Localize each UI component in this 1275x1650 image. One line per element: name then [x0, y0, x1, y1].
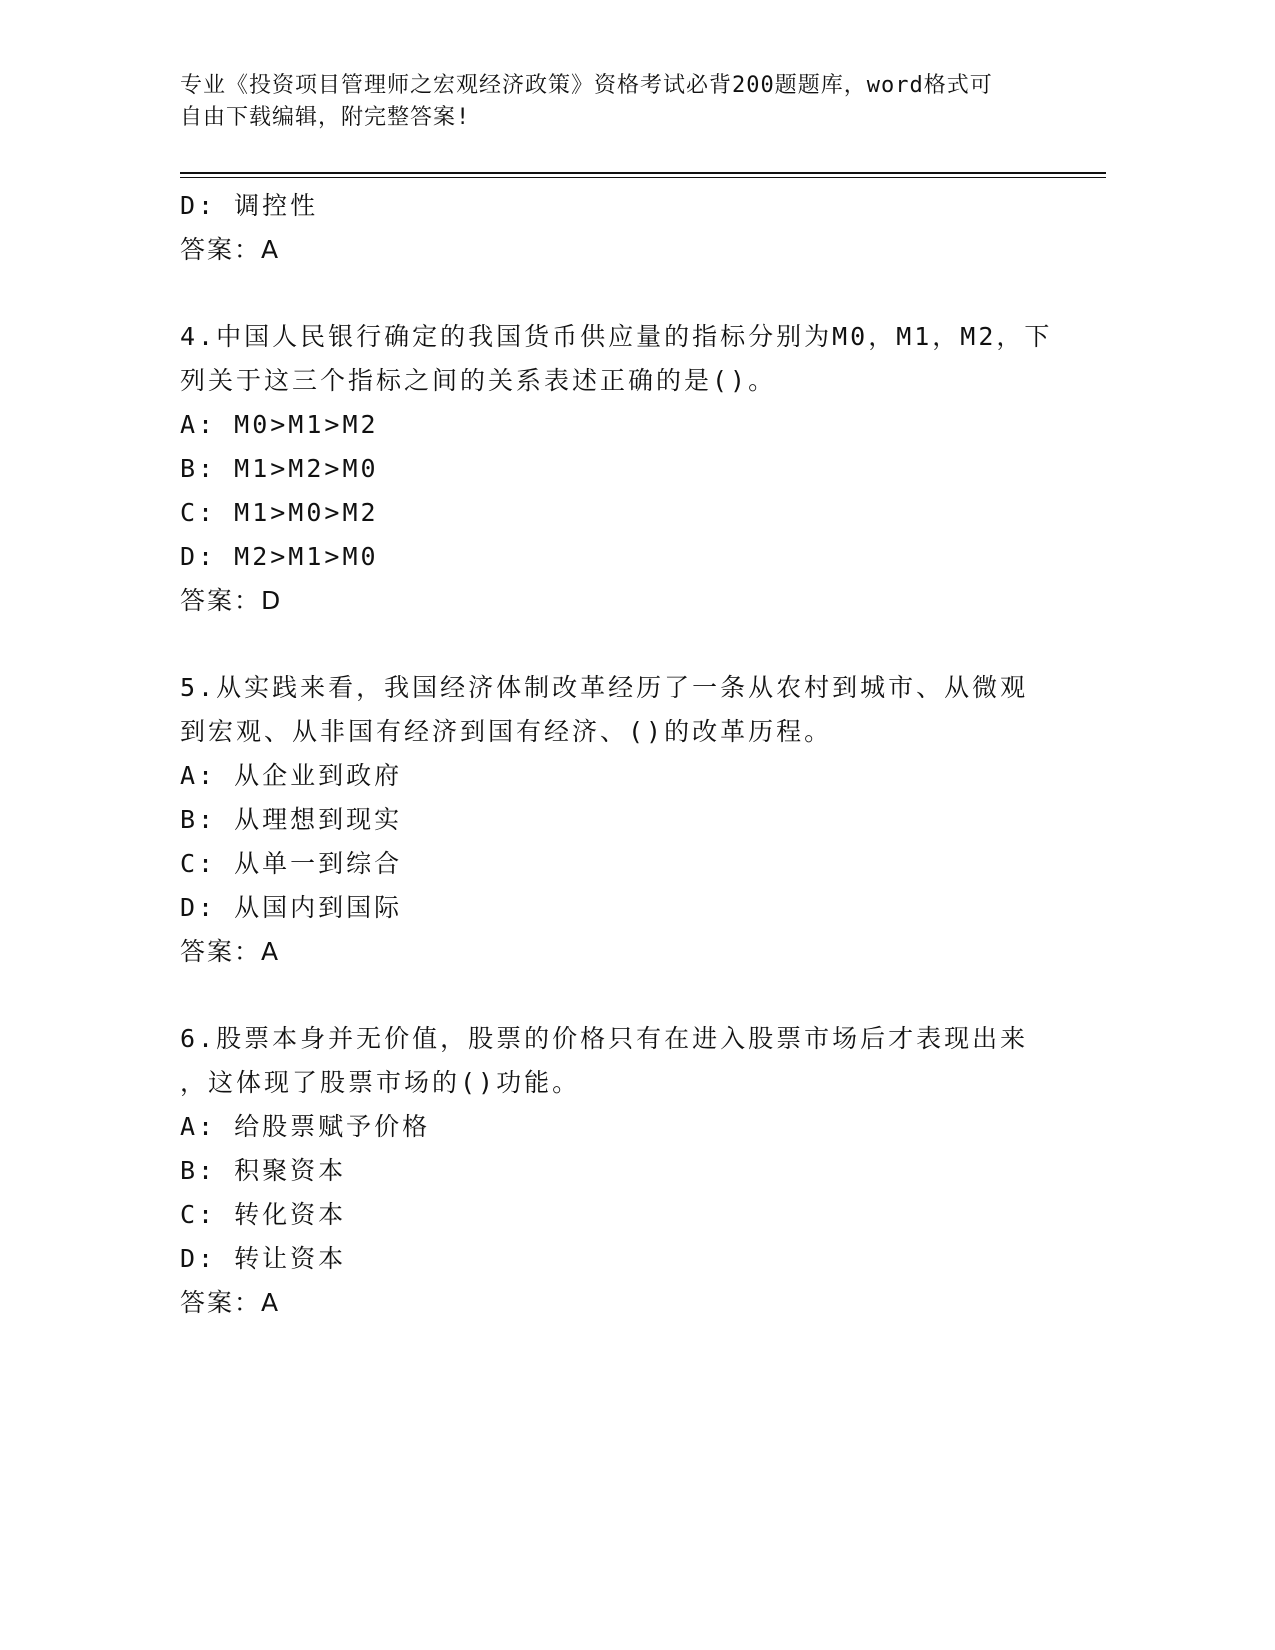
document-header [180, 70, 1060, 134]
question-stem-cont: ，这体现了股票市场的()功能。 [180, 1068, 581, 1097]
question-stem: 5.从实践来看，我国经济体制改革经历了一条从农村到城市、从微观 [180, 673, 1029, 702]
option-a: A: 从企业到政府 [180, 761, 403, 790]
question-stem: 4.中国人民银行确定的我国货币供应量的指标分别为M0，M1，M2，下 [180, 322, 1053, 351]
answer: 答案：A [180, 937, 281, 966]
option-d: D: 转让资本 [180, 1244, 347, 1273]
option-b: B: 从理想到现实 [180, 805, 403, 834]
question-stem-cont: 到宏观、从非国有经济到国有经济、()的改革历程。 [180, 717, 833, 746]
question-stem-cont: 列关于这三个指标之间的关系表述正确的是()。 [180, 366, 777, 395]
answer: 答案：D [180, 586, 283, 615]
question-stem: 6.股票本身并无价值，股票的价格只有在进入股票市场后才表现出来 [180, 1024, 1029, 1053]
option-b: B: M1>M2>M0 [180, 454, 379, 483]
question-5 [180, 666, 1060, 974]
question-4 [180, 315, 1060, 623]
option-c: C: 从单一到综合 [180, 849, 403, 878]
option-a: A: 给股票赋予价格 [180, 1112, 431, 1141]
option-a: A: M0>M1>M2 [180, 410, 379, 439]
question-6 [180, 1017, 1060, 1325]
header-line-1: 专业《投资项目管理师之宏观经济政策》资格考试必背200题题库，word格式可 [180, 73, 993, 98]
option-c: C: 转化资本 [180, 1200, 347, 1229]
option-d-partial: D: 调控性 [180, 191, 319, 220]
header-rule-thin [180, 177, 1106, 178]
option-d: D: M2>M1>M0 [180, 542, 379, 571]
answer-partial: 答案：A [180, 235, 281, 264]
option-d: D: 从国内到国际 [180, 893, 403, 922]
question-content [180, 184, 1060, 1325]
option-c: C: M1>M0>M2 [180, 498, 379, 527]
header-rule-thick [180, 172, 1106, 174]
option-b: B: 积聚资本 [180, 1156, 347, 1185]
header-line-2: 自由下载编辑，附完整答案! [180, 105, 471, 130]
answer: 答案：A [180, 1288, 281, 1317]
